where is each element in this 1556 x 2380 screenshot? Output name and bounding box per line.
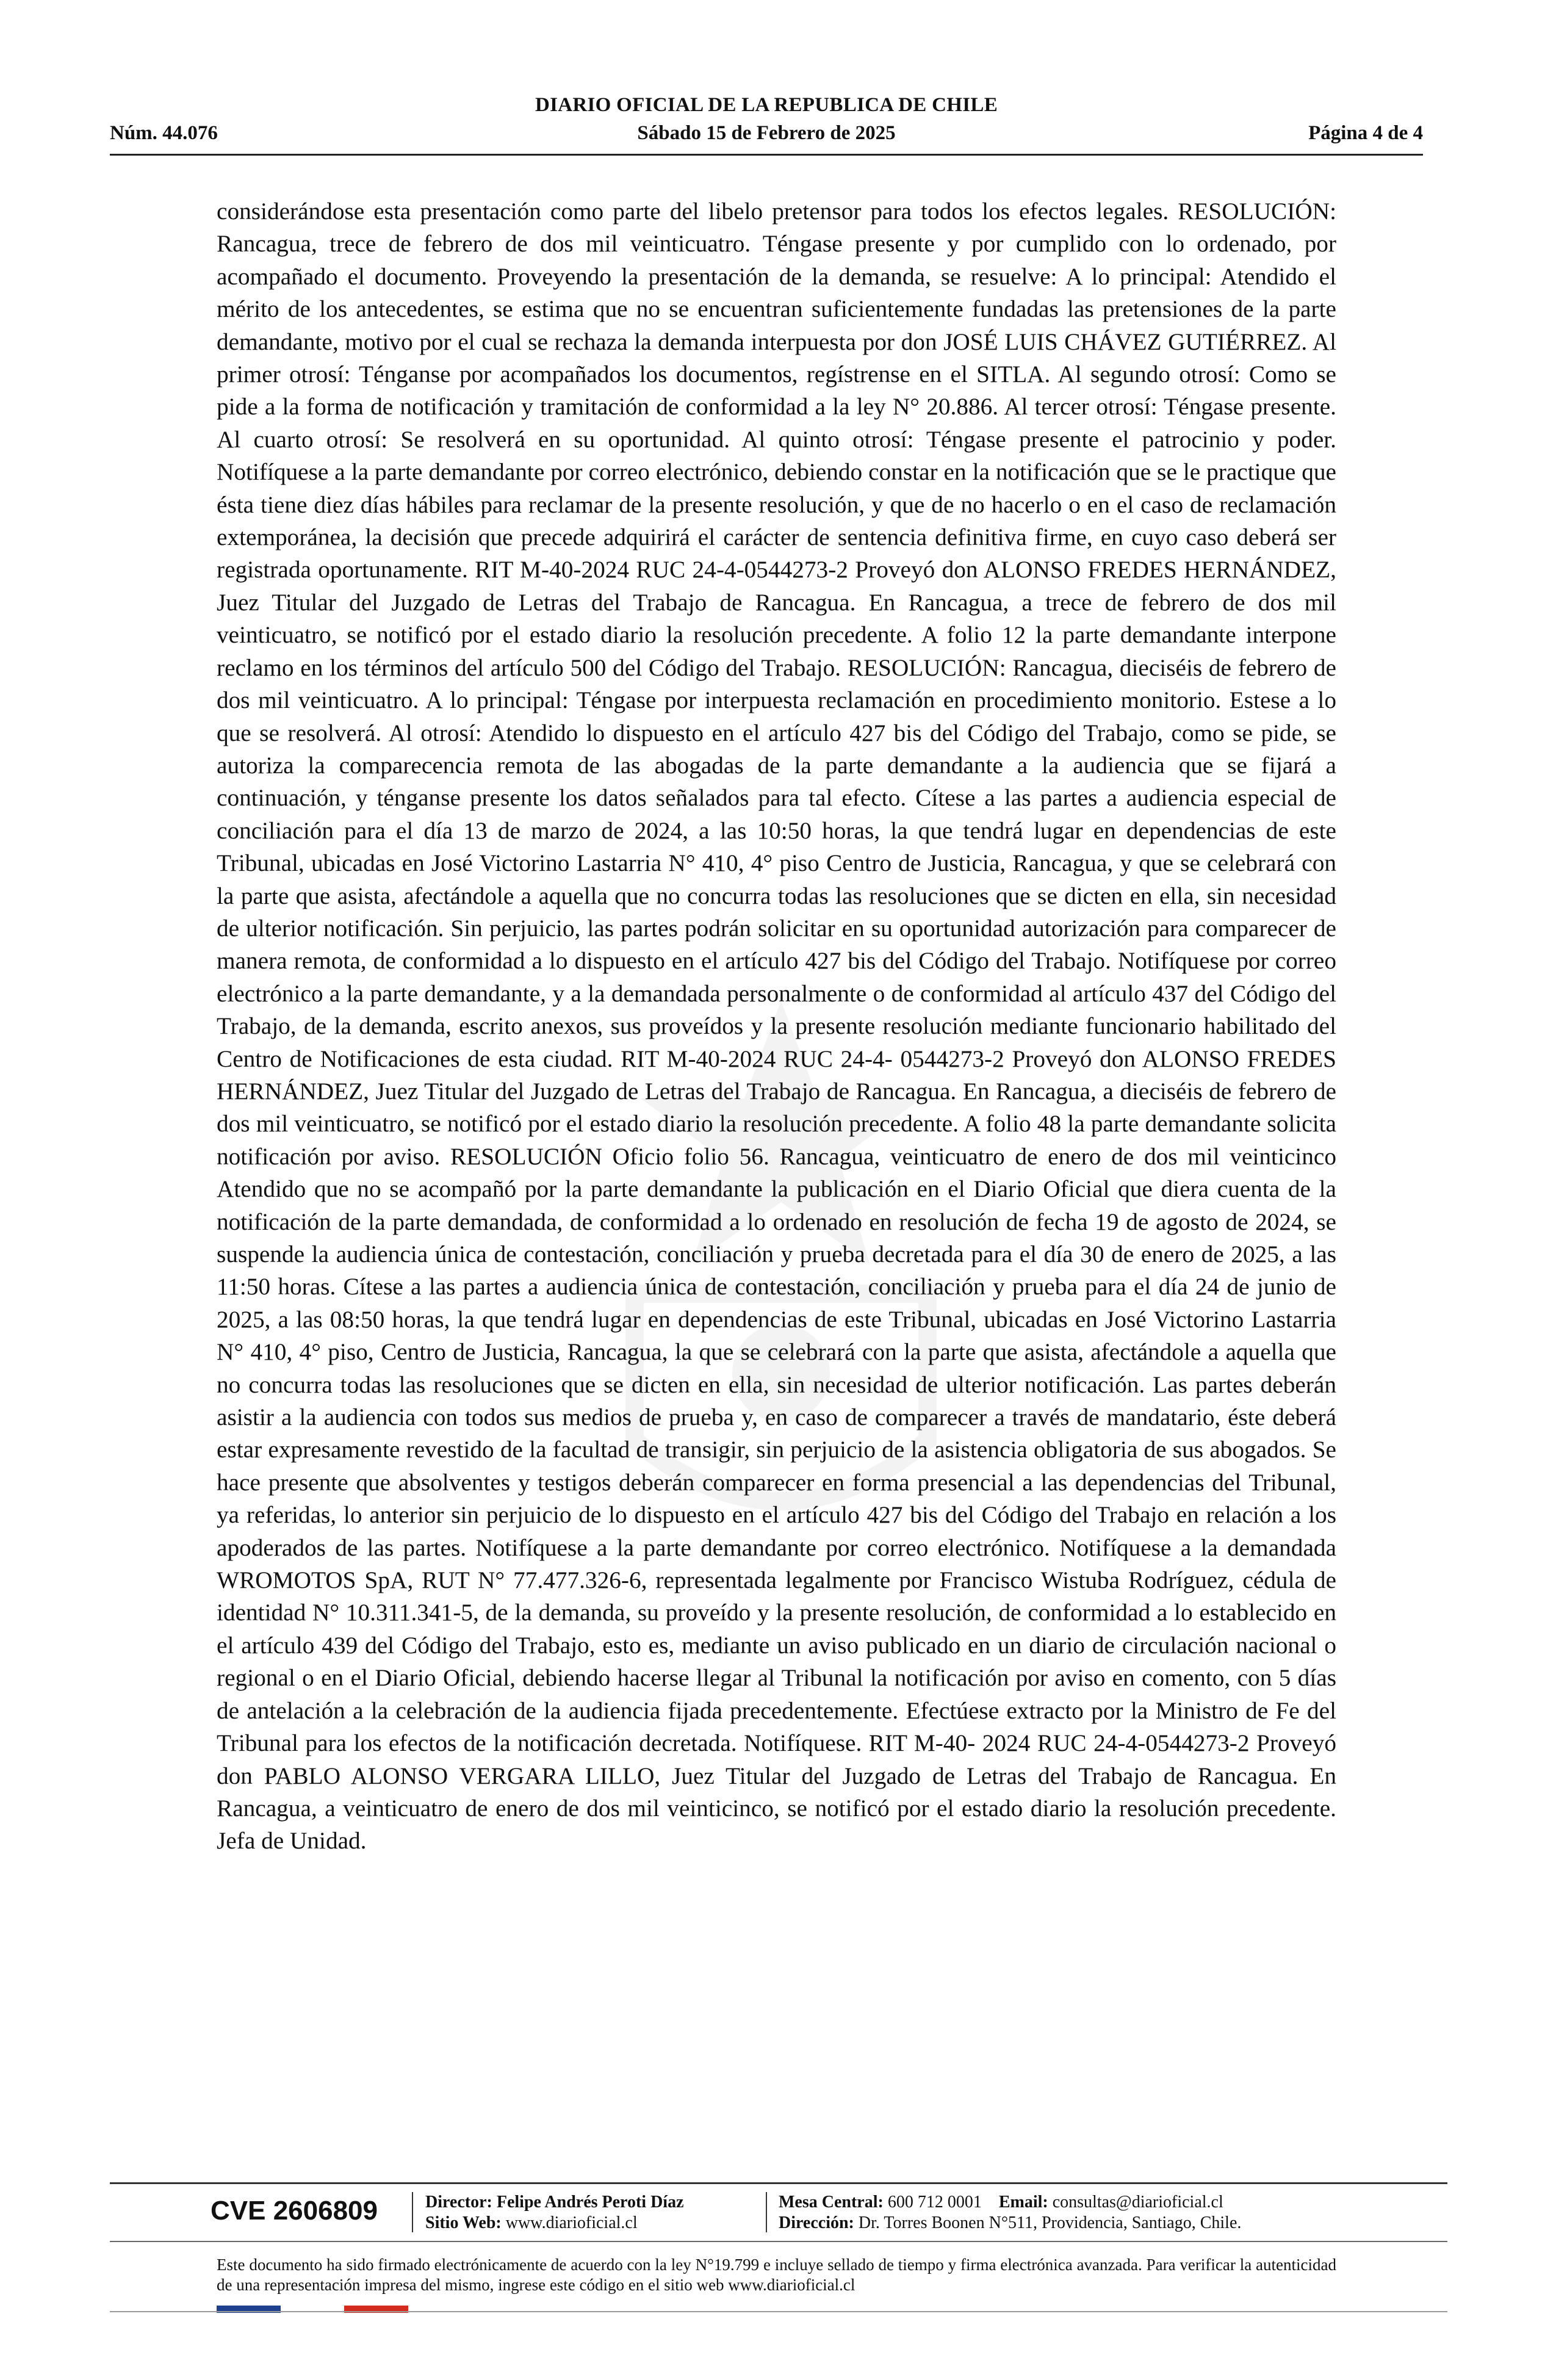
legal-notice: Este documento ha sido firmado electrónicamente de acuerdo con la ley N°19.799 e incluye sellado de tiempo y firma electrónica avanzada. Para verificar la autenticidad de una representación impresa del mismo, ingrese este código en el sitio web www.diarioficial.cl	[217, 2256, 1336, 2294]
issue-number: Núm. 44.076	[110, 122, 218, 144]
publication-title: DIARIO OFICIAL DE LA REPUBLICA DE CHILE	[535, 94, 998, 116]
director-label: Director:	[425, 2193, 492, 2212]
phone-label: Mesa Central:	[779, 2193, 884, 2212]
email-label: Email:	[998, 2193, 1048, 2212]
page-number: Página 4 de 4	[1308, 122, 1423, 144]
address-text: Dr. Torres Boonen N°511, Providencia, Santiago, Chile.	[858, 2213, 1242, 2232]
footer-divider	[110, 2241, 1447, 2242]
website-label: Sitio Web:	[425, 2213, 502, 2232]
address-label: Dirección:	[779, 2213, 854, 2232]
footer-divider	[110, 2182, 1447, 2184]
phone-number: 600 712 0001	[887, 2193, 982, 2212]
page-header	[110, 93, 1423, 156]
footer-director-block	[425, 2192, 684, 2234]
footer-contact-block	[779, 2192, 1241, 2234]
director-name: Felipe Andrés Peroti Díaz	[496, 2193, 684, 2212]
cve-code: CVE 2606809	[211, 2196, 378, 2226]
footer-bottom-divider	[110, 2311, 1447, 2312]
publication-date: Sábado 15 de Febrero de 2025	[637, 122, 896, 144]
footer-separator	[412, 2192, 413, 2232]
website-link[interactable]: www.diarioficial.cl	[505, 2213, 638, 2232]
footer-separator	[766, 2192, 767, 2232]
body-text: considerándose esta presentación como parte del libelo pretensor para todos los efectos legales. RESOLUCIÓN: Rancagua, trece de febrero de dos mil veinticuatro. Téngase presente y por cumplido con lo ordenado, por acompañado el documento. Proveyendo la presentación de la demanda, se resuelve: A lo principal: Atendido el mérito de los antecedentes, se estima que no se encuentran suficientemente fundadas las pretensiones de la parte demandante, motivo por el cual se rechaza la demanda interpuesta por don JOSÉ LUIS CHÁVEZ GUTIÉRREZ. Al primer otrosí: Ténganse por acompañados los documentos, regístrense en el SITLA. Al segundo otrosí: Como se pide a la forma de notificación y tramitación de conformidad a la ley N° 20.886. Al tercer otrosí: Téngase presente. Al cuarto otrosí: Se resolverá en su oportunidad. Al quinto otrosí: Téngase presente el patrocinio y poder. Notifíquese a la parte demandante por correo electrónico, debiendo constar en la notificación que se le practique que ésta tiene diez días hábiles para reclamar de la presente resolución, y que de no hacerlo o en el caso de reclamación extemporánea, la decisión que precede adquirirá el carácter de sentencia definitiva firme, en cuyo caso deberá ser registrada oportunamente. RIT M-40-2024 RUC 24-4-0544273-2 Proveyó don ALONSO FREDES HERNÁNDEZ, Juez Titular del Juzgado de Letras del Trabajo de Rancagua. En Rancagua, a trece de febrero de dos mil veinticuatro, se notificó por el estado diario la resolución precedente. A folio 12 la parte demandante interpone reclamo en los términos del artículo 500 del Código del Trabajo. RESOLUCIÓN: Rancagua, dieciséis de febrero de dos mil veinticuatro. A lo principal: Téngase por interpuesta reclamación en procedimiento monitorio. Estese a lo que se resolverá. Al otrosí: Atendido lo dispuesto en el artículo 427 bis del Código del Trabajo, como se pide, se autoriza la comparecencia remota de las abogadas de la parte demandante a la audiencia que se fijará a continuación, y ténganse presente los datos señalados para tal efecto. Cítese a las partes a audiencia especial de conciliación para el día 13 de marzo de 2024, a las 10:50 horas, la que tendrá lugar en dependencias de este Tribunal, ubicadas en José Victorino Lastarria N° 410, 4° piso Centro de Justicia, Rancagua, y que se celebrará con la parte que asista, afectándole a aquella que no concurra todas las resoluciones que se dicten en ella, sin necesidad de ulterior notificación. Sin perjuicio, las partes podrán solicitar en su oportunidad autorización para comparecer de manera remota, de conformidad a lo dispuesto en el artículo 427 bis del Código del Trabajo. Notifíquese por correo electrónico a la parte demandante, y a la demandada personalmente o de conformidad al artículo 437 del Código del Trabajo, de la demanda, escrito anexos, sus proveídos y la presente resolución mediante funcionario habilitado del Centro de Notificaciones de esta ciudad. RIT M-40-2024 RUC 24-4- 0544273-2 Proveyó don ALONSO FREDES HERNÁNDEZ, Juez Titular del Juzgado de Letras del Trabajo de Rancagua. En Rancagua, a dieciséis de febrero de dos mil veinticuatro, se notificó por el estado diario la resolución precedente. A folio 48 la parte demandante solicita notificación por aviso. RESOLUCIÓN Oficio folio 56. Rancagua, veinticuatro de enero de dos mil veinticinco Atendido que no se acompañó por la parte demandante la publicación en el Diario Oficial que diera cuenta de la notificación de la parte demandada, de conformidad a lo ordenado en resolución de fecha 19 de agosto de 2024, se suspende la audiencia única de contestación, conciliación y prueba decretada para el día 30 de enero de 2025, a las 11:50 horas. Cítese a las partes a audiencia única de contestación, conciliación y prueba para el día 24 de junio de 2025, a las 08:50 horas, la que tendrá lugar en dependencias de este Tribunal, ubicadas en José Victorino Lastarria N° 410, 4° piso, Centro de Justicia, Rancagua, la que se celebrará con la parte que asista, afectándole a aquella que no concurra todas las resoluciones que se dicten en ella, sin necesidad de ulterior notificación. Las partes deberán asistir a la audiencia con todos sus medios de prueba y, en caso de comparecer a través de mandatario, éste deberá estar expresamente revestido de la facultad de transigir, sin perjuicio de la asistencia obligatoria de sus abogados. Se hace presente que absolventes y testigos deberán comparecer en forma presencial a las dependencias del Tribunal, ya referidas, lo anterior sin perjuicio de lo dispuesto en el artículo 427 bis del Código del Trabajo en relación a los apoderados de las partes. Notifíquese a la parte demandante por correo electrónico. Notifíquese a la demandada WROMOTOS SpA, RUT N° 77.477.326-6, representada legalmente por Francisco Wistuba Rodríguez, cédula de identidad N° 10.311.341-5, de la demanda, su proveído y la presente resolución, de conformidad a lo establecido en el artículo 439 del Código del Trabajo, esto es, mediante un aviso publicado en un diario de circulación nacional o regional o en el Diario Oficial, debiendo hacerse llegar al Tribunal la notificación por aviso en comento, con 5 días de antelación a la celebración de la audiencia fijada precedentemente. Efectúese extracto por la Ministro de Fe del Tribunal para los efectos de la notificación decretada. Notifíquese. RIT M-40- 2024 RUC 24-4-0544273-2 Proveyó don PABLO ALONSO VERGARA LILLO, Juez Titular del Juzgado de Letras del Trabajo de Rancagua. En Rancagua, a veinticuatro de enero de dos mil veinticinco, se notificó por el estado diario la resolución precedente. Jefa de Unidad.	[217, 198, 1336, 1855]
email-link[interactable]: consultas@diarioficial.cl	[1052, 2193, 1223, 2212]
